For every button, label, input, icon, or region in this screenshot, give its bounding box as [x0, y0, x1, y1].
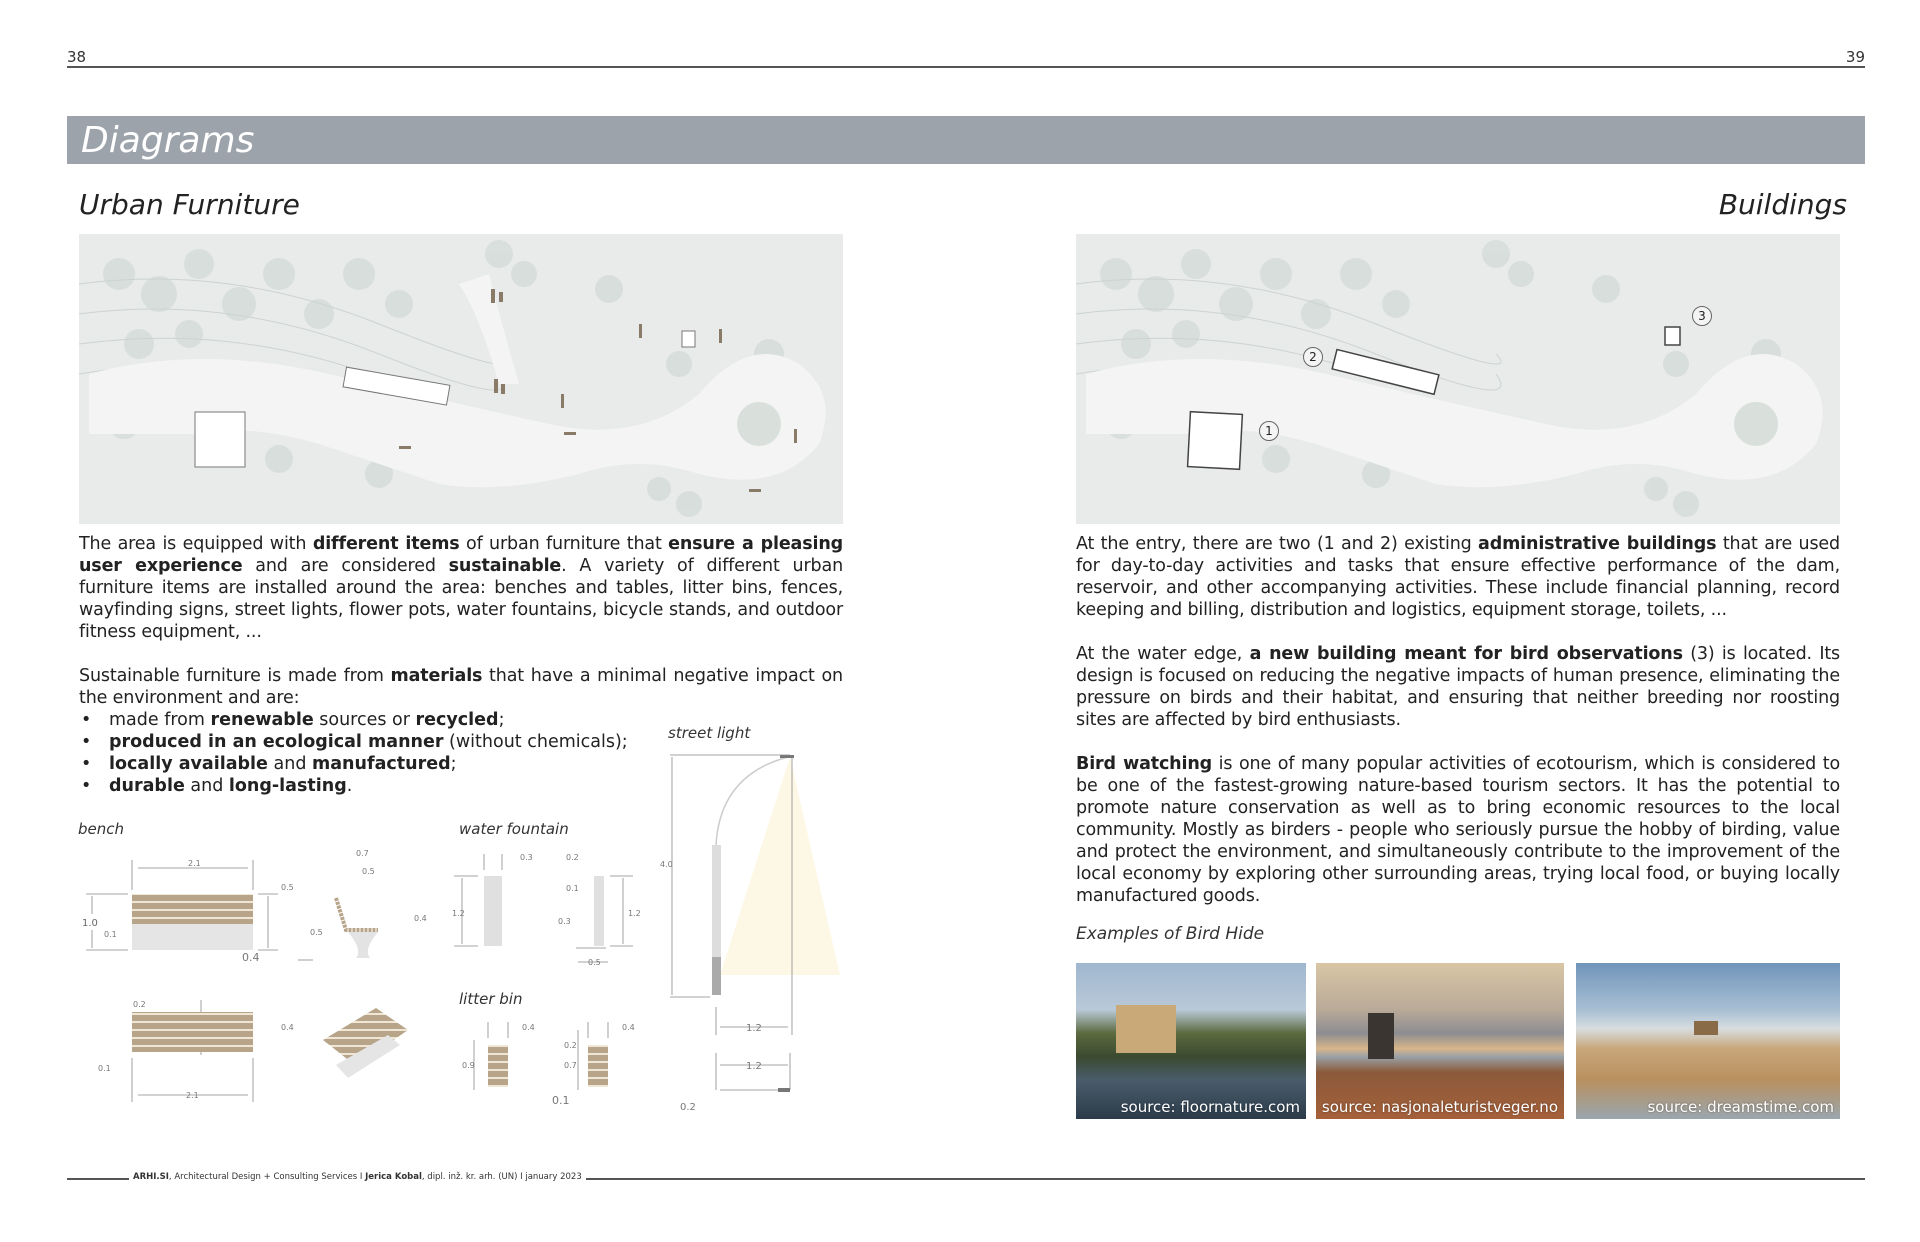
banner-title: Diagrams: [81, 120, 255, 161]
page-footer: [67, 1172, 1865, 1186]
emphasis-text: recycled: [415, 710, 499, 730]
dim-label: 1.0: [82, 918, 98, 929]
dim-label: 0.7: [564, 1061, 577, 1070]
footer-services: , Architectural Design + Consulting Services I: [168, 1172, 366, 1182]
dim-label: 0.1: [98, 1064, 111, 1073]
photo-source: source: dreamstime.com: [1647, 1098, 1834, 1116]
emphasis-text: different items: [312, 534, 460, 554]
body-text: (without chemicals);: [443, 732, 628, 752]
footer-author: Jerica Kobal: [365, 1172, 422, 1182]
body-text: . A variety of different urban furniture items are installed around the area: benches and tables, litter bins, fences, wayfinding signs, street lights, flower pots, water fountains, bicycle stands, and outdoor fitness equipment, ...: [79, 556, 844, 642]
body-text: At the entry, there are two (1 and 2) existing: [1076, 534, 1479, 554]
emphasis-text: ensure a pleasing user experience: [79, 534, 844, 576]
photo-source: source: floornature.com: [1120, 1098, 1300, 1116]
dim-label: 0.4: [522, 1023, 535, 1032]
dim-label: 0.5: [362, 867, 375, 876]
body-text: and: [184, 776, 229, 796]
dim-label: 2.1: [188, 859, 201, 868]
body-text: ;: [498, 710, 505, 730]
examples-caption: Examples of Bird Hide: [1076, 924, 1265, 944]
dim-label: 4.0: [660, 860, 673, 869]
bench-label: bench: [78, 820, 125, 838]
bird-hide-structure: [1694, 1021, 1718, 1035]
site-plan-urban-furniture: [79, 234, 843, 524]
footer-details: , dipl. inž. kr. arh. (UN) I january 2023: [421, 1172, 582, 1182]
list-item: [79, 775, 639, 797]
body-text: Sustainable furniture is made from: [79, 666, 391, 686]
emphasis-text: long-lasting: [228, 776, 347, 796]
emphasis-text: materials: [390, 666, 483, 686]
body-text: and are considered: [242, 556, 449, 576]
list-item: [79, 753, 639, 775]
body-text: that are used for day-to-day activities and tasks that ensure effective performance of the dam, reservoir, and other accompanying activities. These include financial planning, record keeping and billing, distribution and logistics, equipment storage, toilets, ...: [1076, 534, 1840, 620]
list-item: [79, 731, 639, 753]
emphasis-text: durable: [109, 776, 185, 796]
street-light-label: street light: [668, 724, 751, 742]
bird-watching-paragraph: [1076, 753, 1840, 907]
dim-label: 0.4: [622, 1023, 635, 1032]
dim-label: 1.2: [746, 1023, 762, 1034]
emphasis-text: Bird watching: [1076, 754, 1213, 774]
dim-label: 0.7: [356, 849, 369, 858]
footer-company: ARHI.SI: [133, 1172, 169, 1182]
water-fountain-label: water fountain: [459, 820, 569, 838]
dim-label: 0.3: [520, 853, 533, 862]
dim-label: 1.2: [628, 909, 641, 918]
photo-source: source: nasjonaleturistveger.no: [1321, 1098, 1558, 1116]
emphasis-text: a new building meant for bird observations: [1249, 644, 1683, 664]
bird-hide-photo-2: [1316, 963, 1564, 1119]
emphasis-text: manufactured: [312, 754, 451, 774]
dim-label: 0.1: [104, 930, 117, 939]
body-text: At the water edge,: [1076, 644, 1250, 664]
body-text: .: [346, 776, 353, 796]
section-banner: [67, 116, 1865, 164]
bird-observation-building-paragraph: [1076, 643, 1840, 731]
emphasis-text: administrative buildings: [1478, 534, 1717, 554]
footer-credit: [129, 1172, 586, 1182]
dim-label: 0.5: [588, 958, 601, 967]
emphasis-text: locally available: [109, 754, 268, 774]
bench-dimension-drawings: [78, 840, 448, 1120]
page-number-left: 38: [67, 48, 87, 66]
emphasis-text: produced in an ecological manner: [109, 732, 444, 752]
dim-label: 1.2: [452, 909, 465, 918]
list-item: [79, 709, 639, 731]
bird-hide-structure: [1116, 1005, 1176, 1053]
dim-label: 1.2: [746, 1061, 762, 1072]
dim-label: 0.9: [462, 1061, 475, 1070]
street-light-dimension-drawing: [660, 745, 840, 1115]
dim-label: 0.2: [680, 1102, 696, 1113]
body-text: is one of many popular activities of ecotourism, which is considered to be one of the fastest-growing nature-based tourism sectors. It has the potential to promote nature conservation as well as to bring economic resources to the local community. Mostly as birders - people who seriously pursue the hobby of birding, value and protect the environment, and simultaneously contribute to the improvement of the local economy by exploring other surrounding areas, trying local food, or buying locally manufactured goods.: [1076, 754, 1840, 906]
map-marker-1: 1: [1259, 421, 1279, 441]
section-title-urban-furniture: Urban Furniture: [79, 188, 300, 221]
map-marker-2: 2: [1303, 347, 1323, 367]
emphasis-text: sustainable: [448, 556, 562, 576]
section-title-buildings: Buildings: [1718, 188, 1847, 221]
sustainability-criteria-list: [79, 709, 639, 797]
dim-label: 0.1: [566, 884, 579, 893]
dim-label: 0.1: [552, 1094, 570, 1107]
fountain-bin-dimension-drawings: [448, 840, 648, 1120]
bird-hide-photo-3: [1576, 963, 1840, 1119]
dim-label: 0.2: [564, 1041, 577, 1050]
dim-label: 0.4: [242, 951, 260, 964]
site-plan-buildings: [1076, 234, 1840, 524]
body-text: and: [267, 754, 312, 774]
dim-label: 0.2: [566, 853, 579, 862]
body-text: that have a minimal negative impact on the environment and are:: [79, 666, 843, 708]
dim-label: 0.5: [310, 928, 323, 937]
body-text: made from: [109, 710, 211, 730]
litter-bin-label: litter bin: [459, 990, 523, 1008]
sustainable-materials-paragraph: [79, 665, 843, 709]
emphasis-text: renewable: [210, 710, 314, 730]
dim-label: 0.4: [281, 1023, 294, 1032]
dim-label: 0.3: [558, 917, 571, 926]
dim-label: 0.5: [281, 883, 294, 892]
body-text: ;: [450, 754, 457, 774]
dim-label: 0.2: [133, 1000, 146, 1009]
header-rule: [67, 66, 1865, 68]
page-number-right: 39: [1845, 48, 1865, 66]
dim-label: 2.1: [186, 1091, 199, 1100]
bird-hide-photo-1: [1076, 963, 1306, 1119]
body-text: sources or: [313, 710, 416, 730]
bird-hide-structure: [1368, 1013, 1394, 1059]
map-marker-3: 3: [1692, 306, 1712, 326]
body-text: The area is equipped with: [79, 534, 313, 554]
body-text: of urban furniture that: [459, 534, 669, 554]
urban-furniture-intro: [79, 533, 843, 643]
dim-label: 0.4: [414, 914, 427, 923]
body-text: (3) is located. Its design is focused on reducing the negative impacts of human presence, eliminating the pressure on birds and their habitat, and ensuring that neither breeding nor roosting sites are affected by bird enthusiasts.: [1076, 644, 1841, 730]
administrative-buildings-paragraph: [1076, 533, 1840, 621]
